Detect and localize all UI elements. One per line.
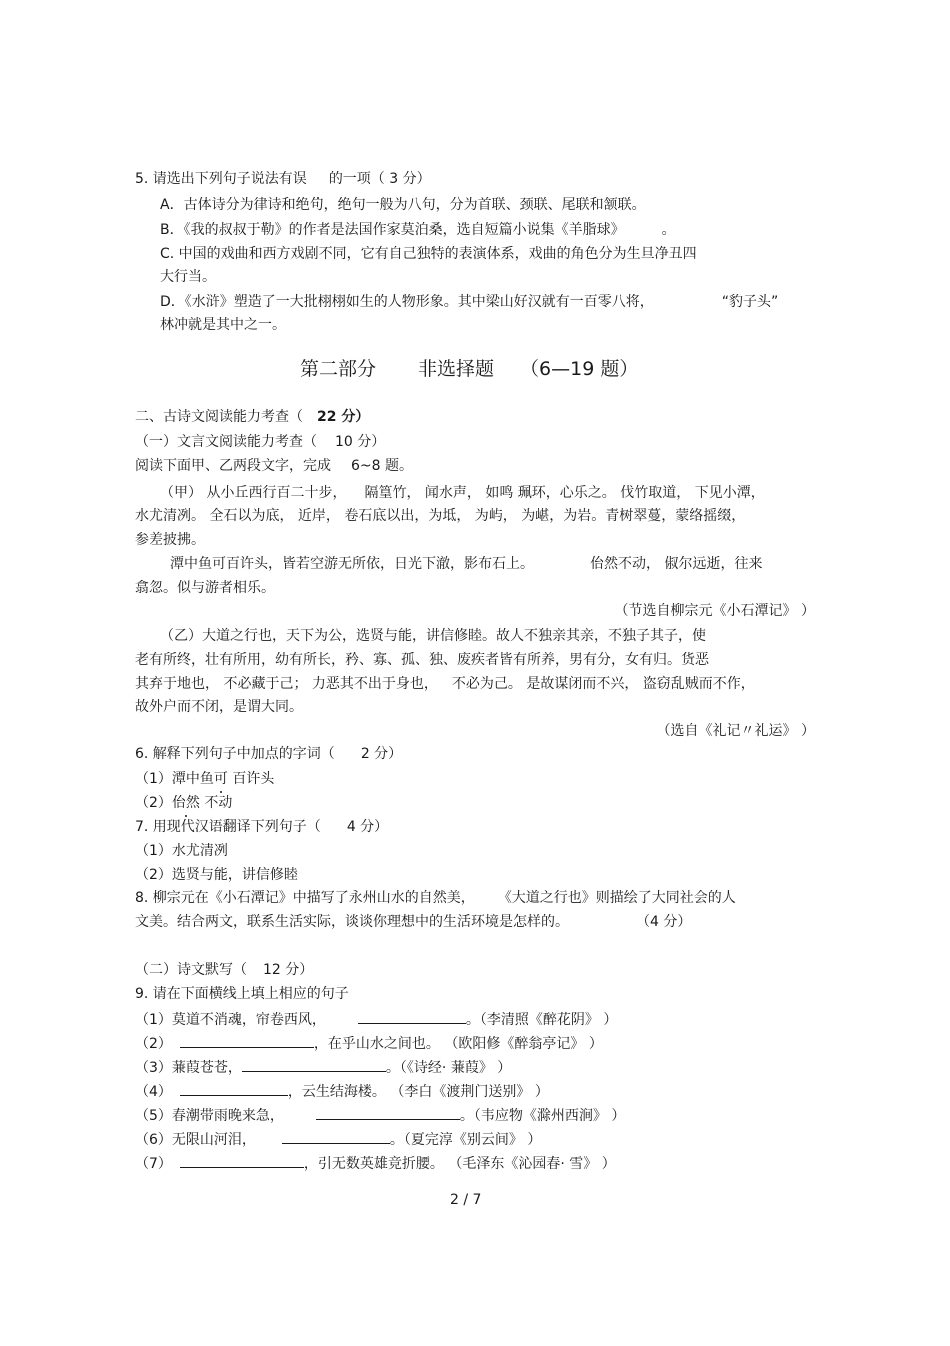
passage-jia-line5: 翕忽。似与游者相乐。 (135, 580, 275, 596)
q7-item1: （1）水尤清冽 (135, 843, 228, 859)
part2-title-part: 第二部分 (300, 358, 377, 380)
q6-item2-rest: 不动 (199, 795, 233, 811)
section2-sub2-score: 12 分） (263, 962, 314, 978)
q5-stem-text: 5. 请选出下列句子说法有误 (135, 171, 307, 187)
q9-item3-source: 。（《诗经· 蒹葭》 ） (385, 1060, 512, 1076)
q6-item1 (135, 770, 274, 788)
q9-item3-text: （3）蒹葭苍苍， (135, 1060, 242, 1076)
q8-line2-score: （4 分） (643, 914, 692, 930)
q5-option-a: A．古体诗分为律诗和绝句，绝句一般为八句，分为首联、颈联、尾联和颔联。 (160, 197, 646, 213)
passage-yi-line2: 老有所终，壮有所用，幼有所长，矜、寡、孤、独、废疾者皆有所养，男有分，女有归。货恶 (135, 652, 709, 668)
q9-item6 (135, 1129, 541, 1149)
q8-line2 (135, 913, 691, 931)
passage-jia-source: （节选自柳宗元《小石潭记》 ） (614, 603, 815, 619)
q9-item4-blank[interactable] (180, 1081, 288, 1096)
q5-option-d-quote: “豹子头” (721, 294, 779, 310)
section2-sub1-score: 10 分） (335, 434, 386, 450)
q7-stem (135, 818, 388, 836)
q6-item1-marked-word: 可 (213, 771, 228, 787)
q5-option-c-line2: 大行当。 (160, 269, 216, 285)
q8-line1-a: 8. 柳宗元在《小石潭记》中描写了永州山水的自然美， (135, 890, 475, 906)
section2-heading-text: 二、古诗文阅读能力考查（ (135, 409, 303, 425)
q6-item1-text: （1）潭中鱼 (135, 771, 214, 787)
section2-sub1-heading (135, 433, 385, 451)
q9-item1-source: 。（李清照《醉花阴》 ） (465, 1012, 618, 1028)
q9-item4-label: （4） (135, 1084, 172, 1100)
q9-item2-blank[interactable] (180, 1033, 314, 1048)
q9-item5-blank[interactable] (316, 1105, 460, 1120)
passage-yi-source: （选自《礼记〃礼运》 ） (656, 723, 815, 739)
q9-item2-label: （2） (135, 1036, 172, 1052)
q9-item5-source: 。（韦应物《滁州西涧》 ） (459, 1108, 626, 1124)
q6-item2-label: （2） (135, 795, 172, 811)
passage-yi-line1: （乙）大道之行也，天下为公，选贤与能，讲信修睦。故人不独亲其亲，不独子其子，使 (160, 628, 706, 644)
section2-heading-score: 22 分） (317, 409, 370, 425)
q8-line1 (135, 889, 736, 907)
q6-stem-text: 6. 解释下列句子中加点的字词（ (135, 746, 335, 762)
q9-item3 (135, 1057, 511, 1077)
q6-item2-marked-word: 佁然 (171, 795, 200, 811)
q8-line1-b: 《大道之行也》则描绘了大同社会的人 (504, 890, 736, 906)
reading-intro (135, 457, 413, 475)
passage-yi-line3 (135, 675, 755, 693)
q5-option-c-line1: C. 中国的戏曲和西方戏剧不同，它有自己独特的表演体系，戏曲的角色分为生旦净丑四 (160, 246, 697, 262)
passage-jia-line3: 参差披拂。 (135, 532, 205, 548)
q8-line2-a: 文美。结合两文，联系生活实际，谈谈你理想中的生活环境是怎样的。 (135, 914, 569, 930)
passage-jia-line1 (160, 484, 765, 502)
q9-item4-source: ，云生结海楼。 （李白《渡荆门送别》 ） (287, 1084, 549, 1100)
passage-yi-line3-b: 不必为己。 是故谋闭而不兴， 盗窃乱贼而不作， (451, 676, 755, 692)
passage-jia-line4-b: 佁然不动， 俶尔远逝，往来 (590, 556, 763, 572)
section2-sub2-text: （二）诗文默写（ (135, 962, 247, 978)
q5-option-b-end: 。 (661, 222, 676, 238)
q9-item2 (135, 1033, 603, 1053)
section2-sub2-heading (135, 961, 313, 979)
q9-item7 (135, 1153, 616, 1173)
q9-item3-blank[interactable] (242, 1057, 386, 1072)
q9-item6-source: 。（夏完淳《别云间》 ） (389, 1132, 542, 1148)
section2-sub1-text: （一）文言文阅读能力考查（ (135, 434, 317, 450)
q6-stem (135, 745, 402, 763)
passage-jia-line4-a: 潭中鱼可百许头，皆若空游无所依，日光下澈，影布石上。 (170, 556, 534, 572)
q6-item1-rest: 百许头 (227, 771, 275, 787)
q9-item2-source: ，在乎山水之间也。 （欧阳修《醉翁亭记》 ） (313, 1036, 603, 1052)
q5-option-d-line1 (160, 293, 778, 311)
q5-option-d-line2: 林冲就是其中之一。 (160, 317, 286, 333)
q9-item6-text: （6）无限山河泪， (135, 1132, 256, 1148)
q9-item1-blank[interactable] (358, 1009, 466, 1024)
q5-stem (135, 170, 431, 188)
passage-jia-line1-b: 隔篁竹， 闻水声， 如鸣 珮环，心乐之。 伐竹取道， 下见小潭， (364, 485, 765, 501)
part2-title (300, 357, 638, 381)
q6-item2 (135, 794, 232, 812)
q7-item2: （2）选贤与能，讲信修睦 (135, 867, 298, 883)
q5-stem-score: 的一项（ 3 分） (328, 171, 431, 187)
q9-item4 (135, 1081, 549, 1101)
q5-option-b-text: B．《我的叔叔于勒》的作者是法国作家莫泊桑，选自短篇小说集《羊脂球》 (160, 222, 618, 238)
q7-stem-text: 7. 用现代汉语翻译下列句子（ (135, 819, 321, 835)
passage-yi-line4: 故外户而不闭，是谓大同。 (135, 699, 303, 715)
q6-stem-score: 2 分） (360, 746, 403, 762)
q7-stem-score: 4 分） (346, 819, 389, 835)
reading-intro-text: 阅读下面甲、乙两段文字，完成 (135, 458, 331, 474)
q9-item7-source: ，引无数英雄竞折腰。 （毛泽东《沁园春· 雪》 ） (303, 1156, 616, 1172)
q9-item1-text: （1）莫道不消魂，帘卷西风， (135, 1012, 326, 1028)
q9-item5-text: （5）春潮带雨晚来急， (135, 1108, 284, 1124)
passage-yi-line3-a: 其弃于地也， 不必藏于己； 力恶其不出于身也， (135, 676, 438, 692)
section2-heading (135, 408, 369, 426)
q9-item7-label: （7） (135, 1156, 172, 1172)
q9-stem: 9. 请在下面横线上填上相应的句子 (135, 986, 349, 1002)
q9-item1 (135, 1009, 617, 1029)
passage-jia-line1-a: （甲） 从小丘西行百二十步， (160, 485, 347, 501)
passage-jia-line2: 水尤清冽。 全石以为底， 近岸， 卷石底以出，为坻， 为屿， 为嵁，为岩。青树翠蔓，蒙络摇缀， (135, 508, 746, 524)
q9-item5 (135, 1105, 625, 1125)
page-number: 2 / 7 (450, 1192, 482, 1208)
q9-item6-blank[interactable] (282, 1129, 390, 1144)
reading-intro-range: 6~8 题。 (351, 458, 413, 474)
passage-jia-line4 (170, 555, 762, 573)
part2-title-range: （6—19 题） (520, 358, 639, 380)
part2-title-kind: 非选择题 (418, 358, 495, 380)
q5-option-b (160, 221, 676, 239)
q9-item7-blank[interactable] (180, 1153, 304, 1168)
q5-option-d-text: D．《水浒》塑造了一大批栩栩如生的人物形象。其中梁山好汉就有一百零八将， (160, 294, 654, 310)
